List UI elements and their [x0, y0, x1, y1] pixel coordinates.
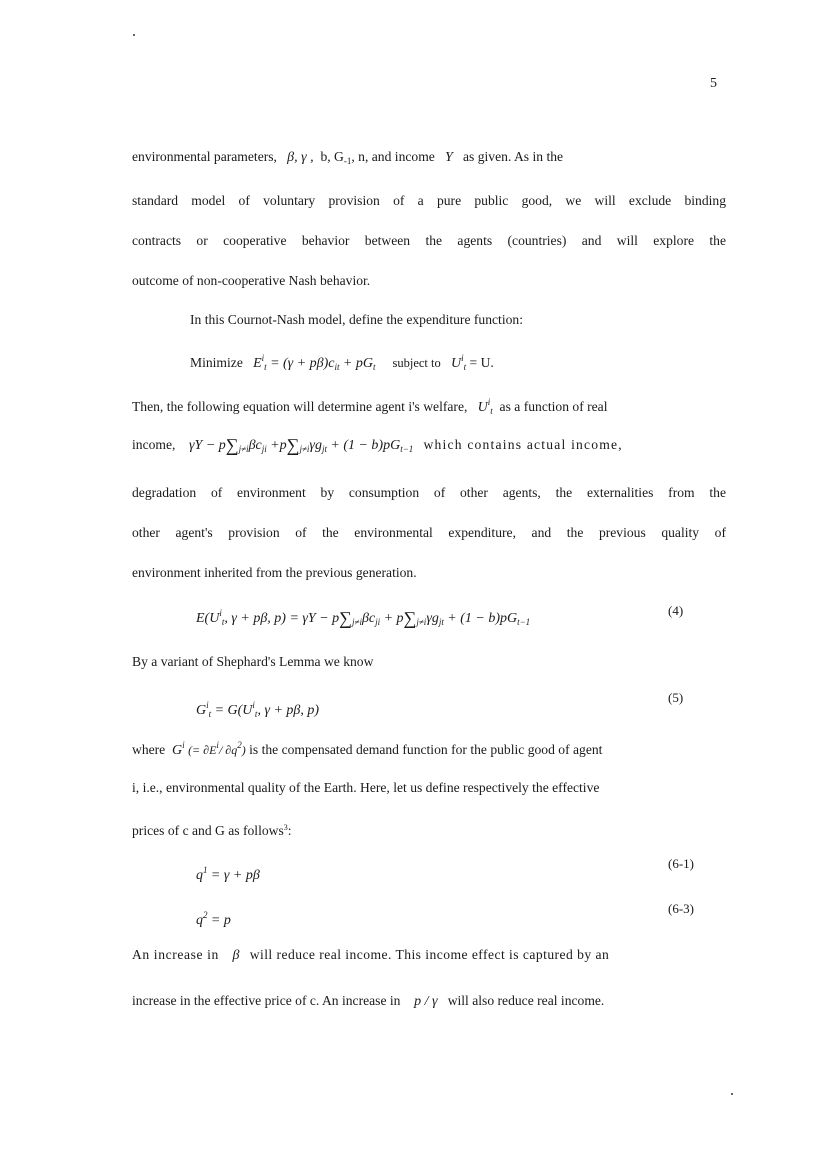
paragraph-line: standard model of voluntary provision of a pure public good, we will exclude binding	[132, 193, 726, 208]
paragraph-line: Then, the following equation will determine agent i's welfare, $U^i_t$ as a function of real	[132, 397, 608, 416]
equation-5: $G^i_t = G(U^i_t$, γ + pβ, p)	[196, 700, 320, 719]
equation-number: (6-1)	[668, 856, 694, 871]
paragraph-line: i, i.e., environmental quality of the Earth. Here, let us define respectively the effective	[132, 780, 600, 795]
math-income: Y	[445, 150, 453, 165]
equation-number: (4)	[668, 603, 684, 618]
equation-4: $E(U^i_t$, γ + pβ, $p) = \gamma Y - p\sum_{j\ne i}\beta c_{ji} + p\sum_{j\ne i}\gamma g_{jt} + (1 - b)pG_{t-1}$	[196, 608, 531, 628]
paragraph-line: In this Cournot-Nash model, define the expenditure function:	[190, 312, 523, 327]
page-number: 5	[710, 76, 717, 91]
paragraph-line: income, $\gamma Y - p\sum_{j\ne i}\beta c_{ji} +p\sum_{j\ne i}\gamma g_{jt} + (1 - b)pG_{t-1}$ which contains actual income,	[132, 435, 623, 455]
equation-number: (5)	[668, 690, 684, 705]
minimize-equation: Minimize $E^i_t = (\gamma + p\beta)c_{it} + pG_t$ subject to $U^i_t = U$.	[190, 353, 494, 372]
paragraph-line: prices of c and G as follows$^3$:	[132, 823, 292, 838]
paragraph-line: outcome of non-cooperative Nash behavior.	[132, 273, 371, 288]
paragraph-line: environment inherited from the previous generation.	[132, 565, 417, 580]
paragraph-line: By a variant of Shephard's Lemma we know	[132, 654, 374, 669]
paragraph-line: other agent's provision of the environmental expenditure, and the previous quality of	[132, 525, 726, 540]
paragraph-line: environmental parameters, β, γ , b, $G_{-1}$, n, and income Y as given. As in the	[132, 149, 564, 166]
equation-6-3: $q^2 = p$	[196, 910, 231, 928]
math-params: β, γ ,	[287, 150, 314, 165]
paragraph-line: increase in the effective price of c. An increase in p / γ will also reduce real income.	[132, 993, 605, 1009]
paragraph-line: contracts or cooperative behavior between the agents (countries) and will explore the	[132, 233, 726, 248]
paragraph-line: where $G^i$ (= $\partial E^i/$ $\partial q^2$) is the compensated demand function for the public good of agent	[132, 740, 603, 758]
scan-speck	[133, 34, 135, 36]
paragraph-line: An increase in β will reduce real income. This income effect is captured by an	[132, 947, 610, 963]
footnote-marker: 3	[283, 823, 288, 832]
equation-number: (6-3)	[668, 901, 694, 916]
equation-6-1: $q^1 = \gamma + p\beta$	[196, 865, 260, 883]
paragraph-line: degradation of environment by consumption of other agents, the externalities from the	[132, 485, 726, 500]
scan-speck	[731, 1093, 733, 1095]
